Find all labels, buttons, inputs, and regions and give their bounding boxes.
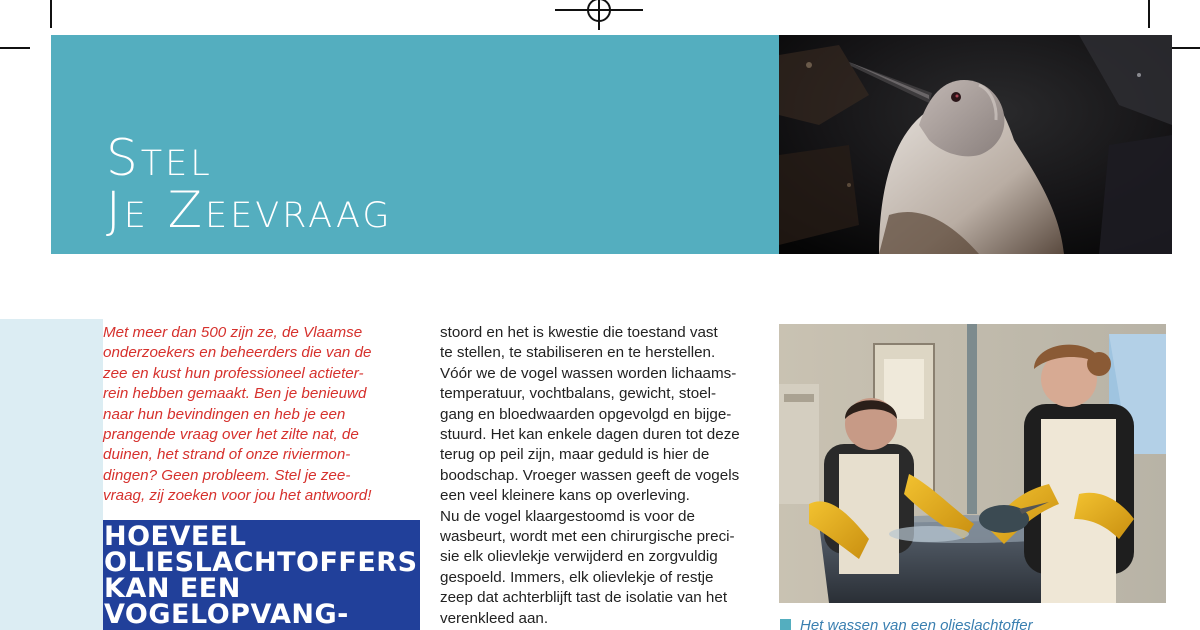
question-line: HOEVEEL (104, 521, 247, 552)
bird-photo (779, 35, 1172, 254)
body-line: zeep dat achterblijft tast de isolatie van het (440, 589, 728, 607)
intro-line: Met meer dan 500 zijn ze, de Vlaamse (103, 324, 363, 341)
page-title (106, 129, 393, 239)
intro-line: onderzoekers en beheerders die van de (103, 344, 372, 362)
body-line: stuurd. Het kan enkele dagen duren tot deze (440, 426, 740, 444)
question-line: VOGELOPVANG- (104, 599, 349, 630)
intro-line: vraag, zij zoeken voor jou het antwoord! (103, 487, 372, 505)
title-line-1: Stel (106, 129, 213, 187)
body-line: te stellen, te stabiliseren en te herstellen. (440, 344, 716, 362)
body-line: boodschap. Vroeger wassen geeft de vogels (440, 466, 740, 484)
body-line: een veel kleinere kans op overleving. (440, 487, 690, 505)
crop-mark-right-vertical (1148, 0, 1150, 28)
intro-text (103, 323, 421, 507)
washing-photo (779, 324, 1166, 603)
body-line: terug op peil zijn, maar geduld is hier de (440, 446, 710, 464)
intro-line: rein hebben gemaakt. Ben je benieuwd (103, 385, 367, 403)
intro-line: duinen, het strand of onze riviermon- (103, 446, 351, 464)
crop-mark-left-horizontal (0, 47, 30, 49)
body-line: sie elk olievlekje verwijderd en zorgvuldig (440, 548, 718, 566)
caption-text: Het wassen van een olieslachtoffer (800, 617, 1033, 630)
body-line: stoord en het is kwestie die toestand vast (440, 324, 718, 341)
question-line: OLIESLACHTOFFERS (104, 547, 418, 578)
title-line-2: Je Zeevraag (106, 181, 393, 239)
intro-line: naar hun bevindingen en heb je een (103, 405, 346, 423)
crop-mark-left-vertical (50, 0, 52, 28)
body-line: Vóór we de vogel wassen worden lichaams- (440, 364, 737, 382)
intro-line: zee en kust hun professioneel actieter- (103, 364, 364, 382)
body-line: verenkleed aan. (440, 609, 549, 627)
question-line: KAN EEN (104, 573, 241, 604)
intro-line: prangende vraag over het zilte nat, de (103, 426, 359, 444)
question-heading (104, 521, 420, 630)
caption-square-icon (780, 619, 791, 630)
side-accent-bar (0, 319, 103, 630)
photo-caption (780, 617, 1033, 630)
registration-mark-circle (587, 0, 611, 22)
crop-mark-right-horizontal (1170, 47, 1200, 49)
body-line: gespoeld. Immers, elk olievlekje of restje (440, 568, 714, 586)
body-line: wasbeurt, wordt met een chirurgische preci- (440, 528, 735, 546)
body-text (440, 323, 758, 629)
body-line: gang en bloedwaarden opgevolgd en bijge- (440, 405, 732, 423)
intro-line: dingen? Geen probleem. Stel je zee- (103, 466, 351, 484)
body-line: temperatuur, vochtbalans, gewicht, stoel- (440, 385, 717, 403)
body-line: Nu de vogel klaargestoomd is voor de (440, 507, 695, 525)
